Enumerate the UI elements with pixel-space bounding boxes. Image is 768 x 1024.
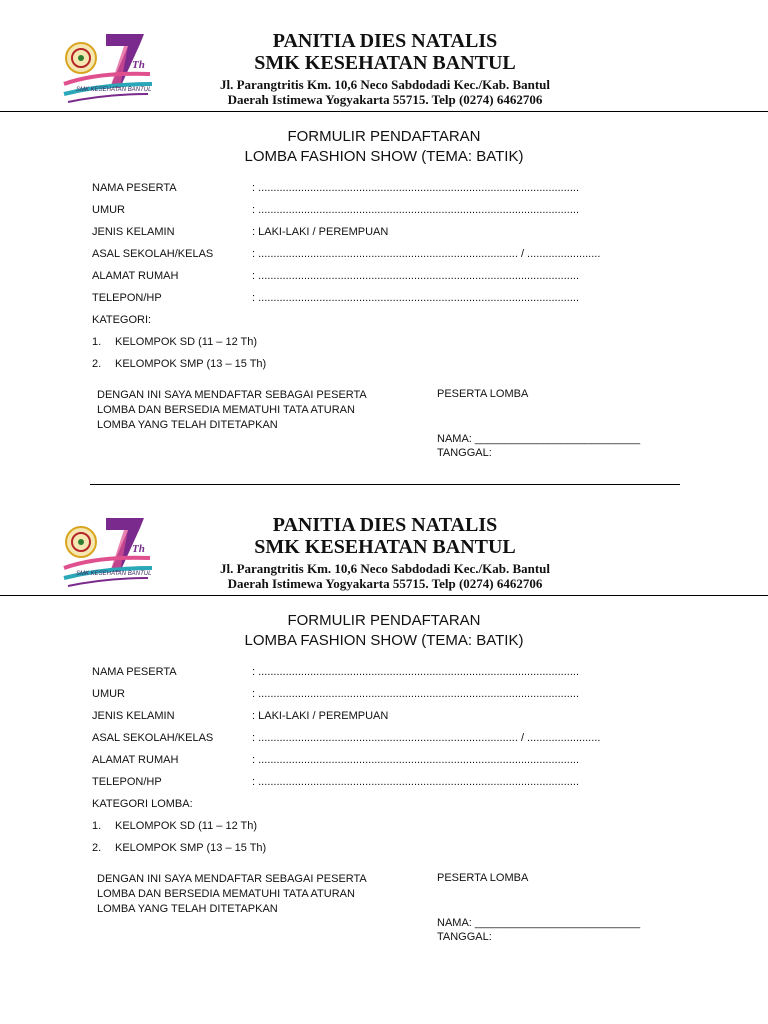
- school-logo: [58, 24, 158, 108]
- svg-text:Th: Th: [132, 59, 145, 71]
- field-input-nama[interactable]: : .........................................................................................................: [252, 666, 580, 678]
- signature-heading: PESERTA LOMBA: [437, 388, 529, 400]
- signature-name-field[interactable]: NAMA: ___________________________: [437, 433, 641, 445]
- declaration-text: DENGAN INI SAYA MENDAFTAR SEBAGAI PESERTA LOMBA DAN BERSEDIA MEMATUHI TATA ATURAN LOMBA YANG TELAH DITETAPKAN: [97, 873, 367, 915]
- declaration-text: DENGAN INI SAYA MENDAFTAR SEBAGAI PESERTA LOMBA DAN BERSEDIA MEMATUHI TATA ATURAN LOMBA YANG TELAH DITETAPKAN: [97, 389, 367, 431]
- svg-text:SMK KESEHATAN BANTUL: SMK KESEHATAN BANTUL: [76, 87, 152, 93]
- header-divider: [0, 595, 768, 596]
- signature-name-field[interactable]: NAMA: ___________________________: [437, 917, 641, 929]
- field-label-jenis-kelamin: JENIS KELAMIN: [92, 226, 175, 238]
- svg-text:SMK KESEHATAN BANTUL: SMK KESEHATAN BANTUL: [76, 571, 152, 577]
- signature-heading: PESERTA LOMBA: [437, 872, 529, 884]
- address-line-1: Jl. Parangtritis Km. 10,6 Neco Sabdodadi Kec./Kab. Bantul: [219, 561, 551, 576]
- kategori-option-label: KELOMPOK SMP (13 – 15 Th): [115, 358, 267, 370]
- field-input-asal-sekolah[interactable]: : ..................................................................................... / ........................: [252, 732, 601, 744]
- form-subtitle: LOMBA FASHION SHOW (TEMA: BATIK): [244, 148, 524, 165]
- list-number: 1.: [92, 820, 102, 832]
- list-number: 2.: [92, 358, 102, 370]
- anniversary-7th-logo-icon: [58, 508, 158, 592]
- anniversary-7th-logo-icon: [58, 24, 158, 108]
- registration-form-2: [0, 484, 768, 968]
- committee-title: PANITIA DIES NATALIS: [272, 30, 498, 52]
- field-label-nama: NAMA PESERTA: [92, 182, 177, 194]
- committee-title: PANITIA DIES NATALIS: [272, 514, 498, 536]
- kategori-option-label: KELOMPOK SD (11 – 12 Th): [115, 336, 258, 348]
- field-label-telepon: TELEPON/HP: [92, 776, 162, 788]
- kategori-option-sd[interactable]: [92, 336, 257, 349]
- address-line-1: Jl. Parangtritis Km. 10,6 Neco Sabdodadi Kec./Kab. Bantul: [219, 77, 551, 92]
- signature-date-field[interactable]: TANGGAL:: [437, 447, 492, 459]
- header-divider: [0, 111, 768, 112]
- kategori-label: KATEGORI LOMBA:: [92, 798, 193, 810]
- field-input-umur[interactable]: : .........................................................................................................: [252, 688, 580, 700]
- field-label-nama: NAMA PESERTA: [92, 666, 177, 678]
- school-name: SMK KESEHATAN BANTUL: [254, 536, 516, 558]
- kategori-label: KATEGORI:: [92, 314, 152, 326]
- field-label-telepon: TELEPON/HP: [92, 292, 162, 304]
- kategori-option-sd[interactable]: [92, 820, 257, 833]
- field-label-umur: UMUR: [92, 204, 125, 216]
- kategori-option-smp[interactable]: [92, 358, 266, 371]
- field-label-alamat: ALAMAT RUMAH: [92, 754, 179, 766]
- field-input-alamat[interactable]: : .........................................................................................................: [252, 270, 580, 282]
- field-input-alamat[interactable]: : .........................................................................................................: [252, 754, 580, 766]
- field-input-telepon[interactable]: : .........................................................................................................: [252, 776, 580, 788]
- list-number: 2.: [92, 842, 102, 854]
- registration-form-1: [0, 0, 768, 484]
- field-label-asal-sekolah: ASAL SEKOLAH/KELAS: [92, 732, 214, 744]
- form-title: FORMULIR PENDAFTARAN: [287, 612, 481, 629]
- field-label-alamat: ALAMAT RUMAH: [92, 270, 179, 282]
- svg-text:Th: Th: [132, 543, 145, 555]
- field-input-umur[interactable]: : .........................................................................................................: [252, 204, 580, 216]
- list-number: 1.: [92, 336, 102, 348]
- field-input-telepon[interactable]: : .........................................................................................................: [252, 292, 580, 304]
- form-title: FORMULIR PENDAFTARAN: [287, 128, 481, 145]
- signature-date-field[interactable]: TANGGAL:: [437, 931, 492, 943]
- address-line-2: Daerah Istimewa Yogyakarta 55715. Telp (0274) 6462706: [227, 576, 543, 591]
- school-logo: [58, 508, 158, 592]
- field-input-jenis-kelamin[interactable]: : LAKI-LAKI / PEREMPUAN: [252, 710, 389, 722]
- kategori-option-smp[interactable]: [92, 842, 266, 855]
- address-line-2: Daerah Istimewa Yogyakarta 55715. Telp (0274) 6462706: [227, 92, 543, 107]
- field-label-umur: UMUR: [92, 688, 125, 700]
- field-input-nama[interactable]: : .........................................................................................................: [252, 182, 580, 194]
- kategori-option-label: KELOMPOK SMP (13 – 15 Th): [115, 842, 267, 854]
- kategori-option-label: KELOMPOK SD (11 – 12 Th): [115, 820, 258, 832]
- school-name: SMK KESEHATAN BANTUL: [254, 52, 516, 74]
- field-label-asal-sekolah: ASAL SEKOLAH/KELAS: [92, 248, 214, 260]
- field-label-jenis-kelamin: JENIS KELAMIN: [92, 710, 175, 722]
- field-input-asal-sekolah[interactable]: : ..................................................................................... / ........................: [252, 248, 601, 260]
- form-subtitle: LOMBA FASHION SHOW (TEMA: BATIK): [244, 632, 524, 649]
- field-input-jenis-kelamin[interactable]: : LAKI-LAKI / PEREMPUAN: [252, 226, 389, 238]
